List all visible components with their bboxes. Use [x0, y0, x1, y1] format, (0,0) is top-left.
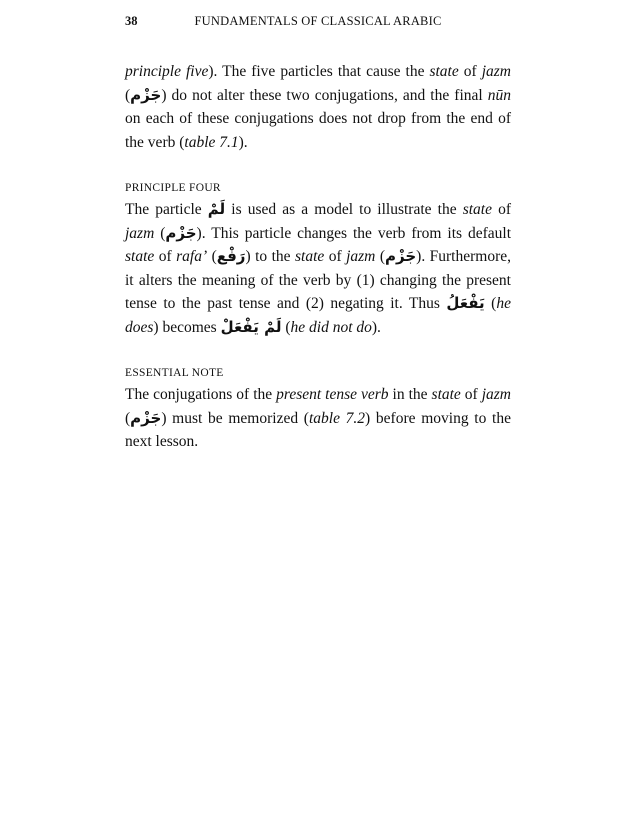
p4-paren-open-3: (: [375, 248, 386, 265]
en-text-2: in the: [388, 386, 432, 403]
en-table-ref: table 7.2: [308, 409, 366, 427]
arabic-rafa: رَفْع: [216, 247, 246, 265]
intro-term-nun: nūn: [487, 86, 511, 104]
intro-paragraph: [125, 60, 511, 154]
intro-term-state: state: [429, 63, 459, 80]
principle-four-paragraph: [125, 198, 511, 339]
p4-paren-open: (: [154, 224, 166, 242]
heading-essential-note: ESSENTIAL NOTE: [125, 367, 224, 379]
intro-text-of: of: [458, 63, 482, 80]
p4-text-3: ). This particle changes the verb from its default: [196, 224, 511, 242]
arabic-yafalu: يَفْعَلُ: [446, 294, 485, 312]
p4-text-of-3: of: [324, 248, 347, 265]
p4-term-state-3: state: [294, 248, 325, 265]
p4-text-8: (: [281, 318, 291, 336]
en-text-4: ) before moving to the next lesson.: [125, 409, 511, 450]
intro-text-1: ). The five particles that cause the: [208, 63, 430, 80]
p4-gloss-he-did-not-do: he did not do: [290, 318, 372, 336]
intro-table-ref: table 7.1: [184, 133, 239, 151]
en-text-1: The conjugations of the: [125, 386, 277, 403]
p4-text-2: is used as a model to illustrate the: [225, 201, 463, 218]
p4-text-of: of: [491, 201, 511, 218]
p4-gloss-he-does: he does: [125, 295, 511, 336]
p4-term-state-2: state: [125, 248, 155, 265]
p4-term-rafa: rafa’: [176, 248, 208, 265]
page-header: [125, 14, 511, 34]
intro-italic-principle: principle five: [125, 63, 209, 80]
p4-text-1: The particle: [125, 201, 208, 218]
p4-text-of-2: of: [154, 248, 177, 265]
page-number: 38: [125, 14, 138, 28]
running-head: FUNDAMENTALS OF CLASSICAL ARABIC: [194, 14, 442, 28]
p4-term-jazm: jazm: [125, 224, 155, 242]
intro-text-2: ) do not alter these two conjugations, and the final: [161, 86, 488, 104]
p4-text-7: ) becomes: [153, 318, 221, 336]
arabic-jazm: جَزْم: [130, 85, 162, 104]
arabic-lam: لَمْ: [207, 200, 226, 218]
p4-text-4: ) to the: [245, 248, 295, 265]
p4-term-jazm-2: jazm: [346, 248, 376, 265]
en-paren-open: (: [125, 409, 131, 427]
page-body: [125, 60, 511, 454]
heading-principle-four: PRINCIPLE FOUR: [125, 182, 221, 194]
p4-text-5: ). Furthermore, it alters the meaning of the verb by (1) changing the present tense to the past tense and (2) negating it. Thus: [125, 248, 511, 312]
en-term-state: state: [431, 386, 461, 403]
p4-text-9: ).: [371, 318, 381, 336]
arabic-lam-yafal: لَمْ يَفْعَلْ: [220, 317, 282, 336]
arabic-jazm: جَزْم: [165, 223, 197, 242]
p4-term-state: state: [462, 201, 492, 218]
intro-text-close: ).: [238, 133, 248, 151]
en-term-present-tense-verb: present tense verb: [276, 386, 389, 403]
en-term-jazm: jazm: [481, 386, 512, 403]
en-text-of: of: [460, 386, 482, 403]
intro-text-3: on each of these conjugations does not drop from the end of the verb (: [125, 110, 511, 151]
en-text-3: ) must be memorized (: [161, 409, 309, 427]
essential-note-paragraph: [125, 383, 511, 454]
intro-term-jazm: jazm: [481, 63, 511, 80]
arabic-jazm-2: جَزْم: [385, 247, 417, 265]
p4-paren-open-2: (: [207, 248, 217, 265]
p4-text-6: (: [484, 295, 497, 312]
intro-paren-open: (: [125, 86, 131, 104]
arabic-jazm-3: جَزْم: [130, 408, 162, 427]
